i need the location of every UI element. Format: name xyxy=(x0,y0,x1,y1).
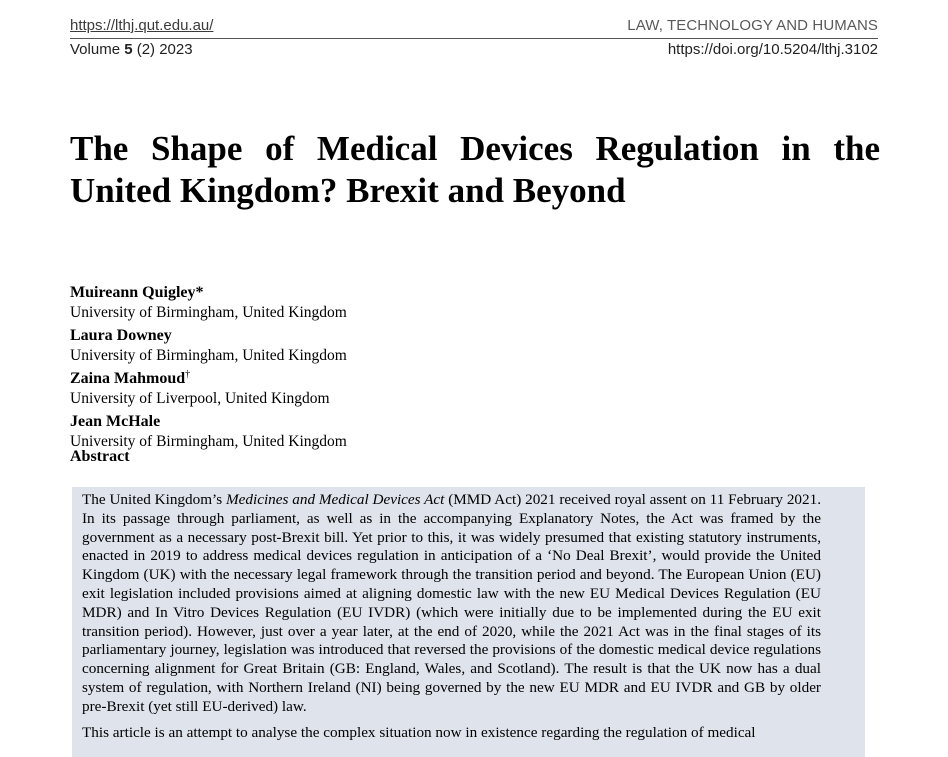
volume-prefix: Volume xyxy=(70,41,125,58)
doi-link[interactable]: https://doi.org/10.5204/lthj.3102 xyxy=(667,41,878,58)
abstract-paragraph xyxy=(82,491,821,717)
abstract-paragraph-2: This article is an attempt to analyse the complex situation now in existence regarding the regulation of medical xyxy=(82,724,756,741)
journal-url-link[interactable]: https://lthj.qut.edu.au/ xyxy=(70,17,214,34)
author-name-text: Zaina Mahmoud xyxy=(70,370,186,388)
author-affiliation: University of Birmingham, United Kingdom xyxy=(70,433,347,451)
author-name xyxy=(70,322,347,346)
author-mark: † xyxy=(185,369,191,381)
volume-number: 5 xyxy=(124,41,133,58)
abstract-text-start: The United Kingdom’s xyxy=(82,491,227,508)
author-list xyxy=(70,279,347,452)
volume-info xyxy=(70,41,193,58)
volume-suffix: (2) 2023 xyxy=(132,41,193,58)
journal-name: LAW, TECHNOLOGY AND HUMANS xyxy=(627,17,878,34)
abstract-heading: Abstract xyxy=(70,448,130,465)
author-name xyxy=(70,279,347,303)
article-title: The Shape of Medical Devices Regulation in the United Kingdom? Brexit and Beyond xyxy=(70,129,880,210)
act-name: Medicines and Medical Devices Act xyxy=(226,491,445,508)
author-name-text: Jean McHale xyxy=(70,413,161,431)
author-name-text: Laura Downey xyxy=(70,327,172,345)
author-affiliation: University of Liverpool, United Kingdom xyxy=(70,389,330,407)
author-affiliation: University of Birmingham, United Kingdom xyxy=(70,346,347,364)
author-name xyxy=(70,365,347,389)
author-name xyxy=(70,408,347,432)
header-divider xyxy=(70,38,878,39)
author-name-text: Muireann Quigley* xyxy=(70,284,204,302)
abstract-text-rest: (MMD Act) 2021 received royal assent on 11 February 2021. In its passage through parliament, as well as in the accompanying Explanatory Notes, the Act was framed by the government as a necessary post-Brexit bill. Yet prior to this, it was widely presumed that existing statutory instruments, enacted in 2019 to address medical devices regulation in anticipation of a ‘No Deal Brexit’, would provide the United Kingdom (UK) with the necessary legal framework through the transition period and beyond. The European Union (EU) exit legislation included provisions aimed at aligning domestic law with the new EU Medical Devices Regulation (EU MDR) and In Vitro Devices Regulation (EU IVDR) (which were initially due to be implemented during the EU exit transition period). However, just over a year later, at the end of 2020, while the 2021 Act was in the final stages of its parliamentary journey, legislation was introduced that reversed the provisions of the domestic medical device regulations concerning alignment for Great Britain (GB: England, Wales, and Scotland). The result is that the UK now has a dual system of regulation, with Northern Ireland (NI) being governed by the new EU MDR and EU IVDR and GB by older pre-Brexit (yet still EU-derived) law. xyxy=(82,491,821,715)
author-affiliation: University of Birmingham, United Kingdom xyxy=(70,303,347,321)
